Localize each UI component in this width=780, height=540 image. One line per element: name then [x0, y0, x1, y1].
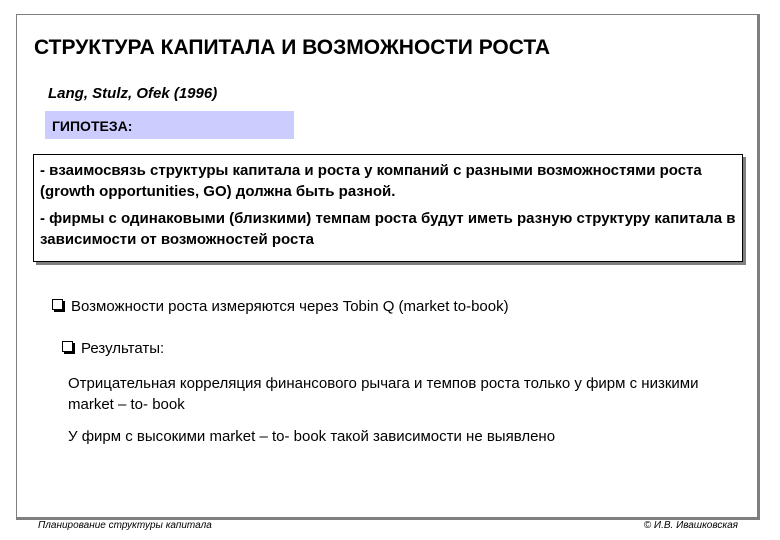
authors-reference: Lang, Stulz, Ofek (1996): [48, 85, 218, 102]
result-text-2: У фирм с высокими market – to- book такой зависимости не выявлено: [68, 428, 556, 445]
hypothesis-label: ГИПОТЕЗА:: [45, 111, 294, 139]
growth-measure-text: Возможности роста измеряются через Tobin Q (market to-book): [71, 298, 509, 315]
results-bullet: [62, 340, 164, 357]
hypothesis-box: [33, 154, 743, 262]
checkbox-bullet-icon: [62, 341, 73, 352]
growth-measure-bullet: [52, 298, 509, 315]
footer-left: Планирование структуры капитала: [38, 520, 212, 531]
hypothesis-point: - взаимосвязь структуры капитала и роста у компаний с разными возможностями роста (growth opportunities, GO) должна быть разной.: [40, 162, 702, 200]
result-text-1: Отрицательная корреляция финансового рычага и темпов роста только у фирм с низкими market – to- book: [68, 375, 699, 413]
results-heading: Результаты:: [81, 340, 165, 357]
hypothesis-point: - фирмы с одинаковыми (близкими) темпам роста будут иметь разную структуру капитала в зависимости от возможностей роста: [40, 210, 736, 248]
footer-right: © И.В. Ивашковская: [643, 520, 738, 531]
checkbox-bullet-icon: [52, 299, 63, 310]
slide-title: СТРУКТУРА КАПИТАЛА И ВОЗМОЖНОСТИ РОСТА: [34, 36, 551, 59]
